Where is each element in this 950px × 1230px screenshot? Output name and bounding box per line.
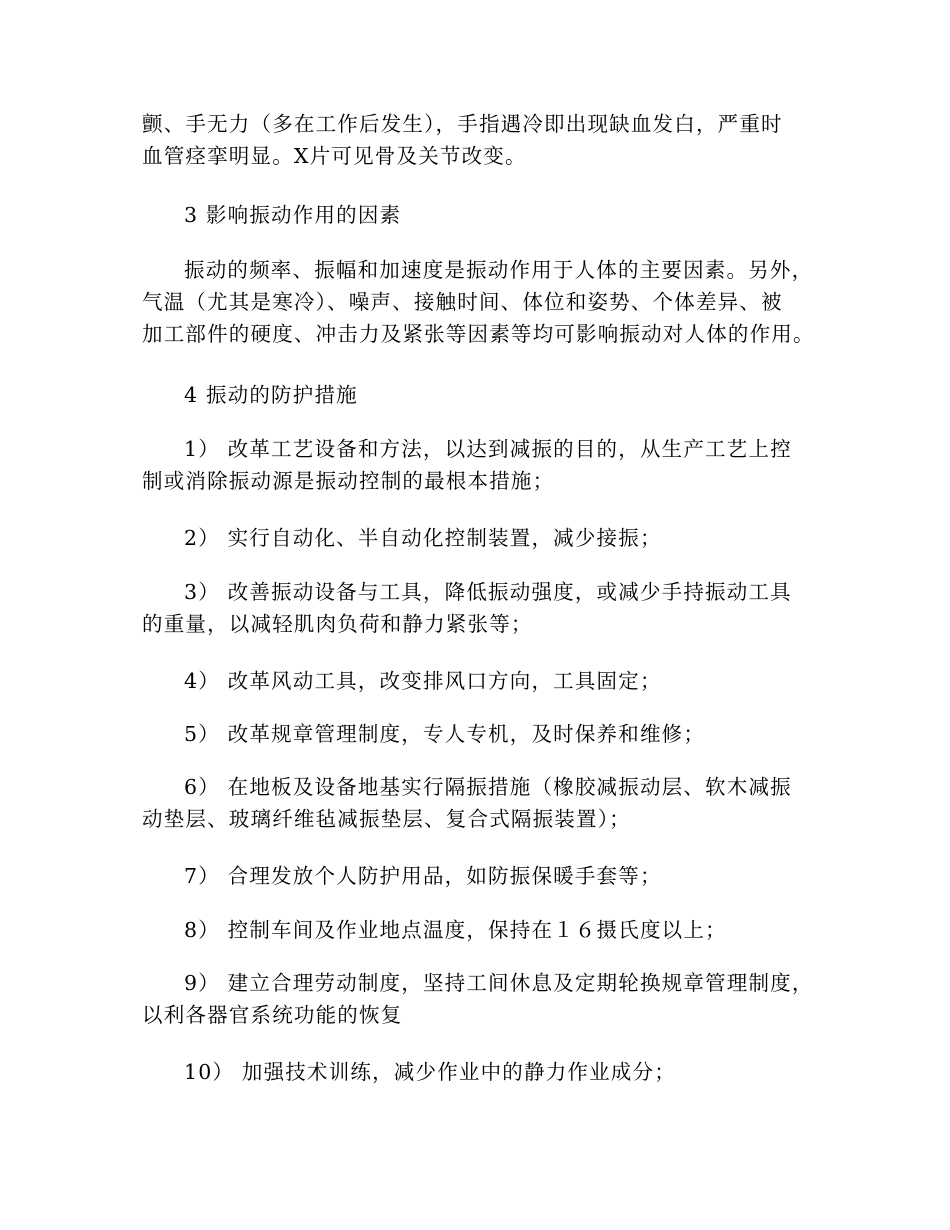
list-item-5 xyxy=(142,718,822,750)
list-item-1 xyxy=(142,433,822,497)
text-line: 气温（尤其是寒冷）、噪声、接触时间、体位和姿势、个体差异、被 xyxy=(142,290,783,314)
text-line: 5） 改革规章管理制度，专人专机，及时保养和维修； xyxy=(184,722,706,746)
text-line: 以利各器官系统功能的恢复 xyxy=(142,1003,403,1027)
text-line: 4） 改革风动工具，改变排风口方向，工具固定； xyxy=(184,669,662,693)
text-line: 1） 改革工艺设备和方法，以达到减振的目的，从生产工艺上控 xyxy=(184,437,792,461)
text-line: 3） 改善振动设备与工具，降低振动强度，或减少手持振动工具 xyxy=(184,580,792,604)
text-line: 颤、手无力（多在工作后发生），手指遇冷即出现缺血发白，严重时 xyxy=(142,112,783,136)
paragraph-symptoms xyxy=(142,108,822,172)
list-item-2 xyxy=(142,522,822,554)
list-item-10 xyxy=(142,1056,822,1088)
section-heading-factors xyxy=(142,199,822,231)
text-line: 动垫层、玻璃纤维毡减振垫层、复合式隔振装置）； xyxy=(142,807,631,831)
list-item-4 xyxy=(142,665,822,697)
text-line: 7） 合理发放个人防护用品，如防振保暖手套等； xyxy=(184,864,662,888)
list-item-9 xyxy=(142,967,822,1031)
text-line: 9） 建立合理劳动制度，坚持工间休息及定期轮换规章管理制度， xyxy=(184,971,814,995)
text-line: 制或消除振动源是振动控制的最根本措施； xyxy=(142,469,555,493)
text-line: 振动的频率、振幅和加速度是振动作用于人体的主要因素。另外， xyxy=(184,258,814,282)
text-line: 6） 在地板及设备地基实行隔振措施（橡胶减振动层、软木减振 xyxy=(184,775,792,799)
text-line: 3 影响振动作用的因素 xyxy=(184,203,402,227)
text-line: 2） 实行自动化、半自动化控制装置，减少接振； xyxy=(184,526,662,550)
paragraph-factors xyxy=(142,254,822,350)
list-item-6 xyxy=(142,771,822,835)
text-line: 4 振动的防护措施 xyxy=(184,383,358,407)
section-heading-protection xyxy=(142,379,822,411)
text-line: 血管痉挛明显。X片可见骨及关节改变。 xyxy=(142,144,527,168)
text-line: 10） 加强技术训练，减少作业中的静力作业成分； xyxy=(184,1060,676,1084)
text-line: 加工部件的硬度、冲击力及紧张等因素等均可影响振动对人体的作用。 xyxy=(142,322,815,346)
text-line: 8） 控制车间及作业地点温度，保持在１６摄氏度以上； xyxy=(184,918,727,942)
text-line: 的重量，以减轻肌肉负荷和静力紧张等； xyxy=(142,612,533,636)
list-item-7 xyxy=(142,860,822,892)
list-item-3 xyxy=(142,576,822,640)
list-item-8 xyxy=(142,914,822,946)
